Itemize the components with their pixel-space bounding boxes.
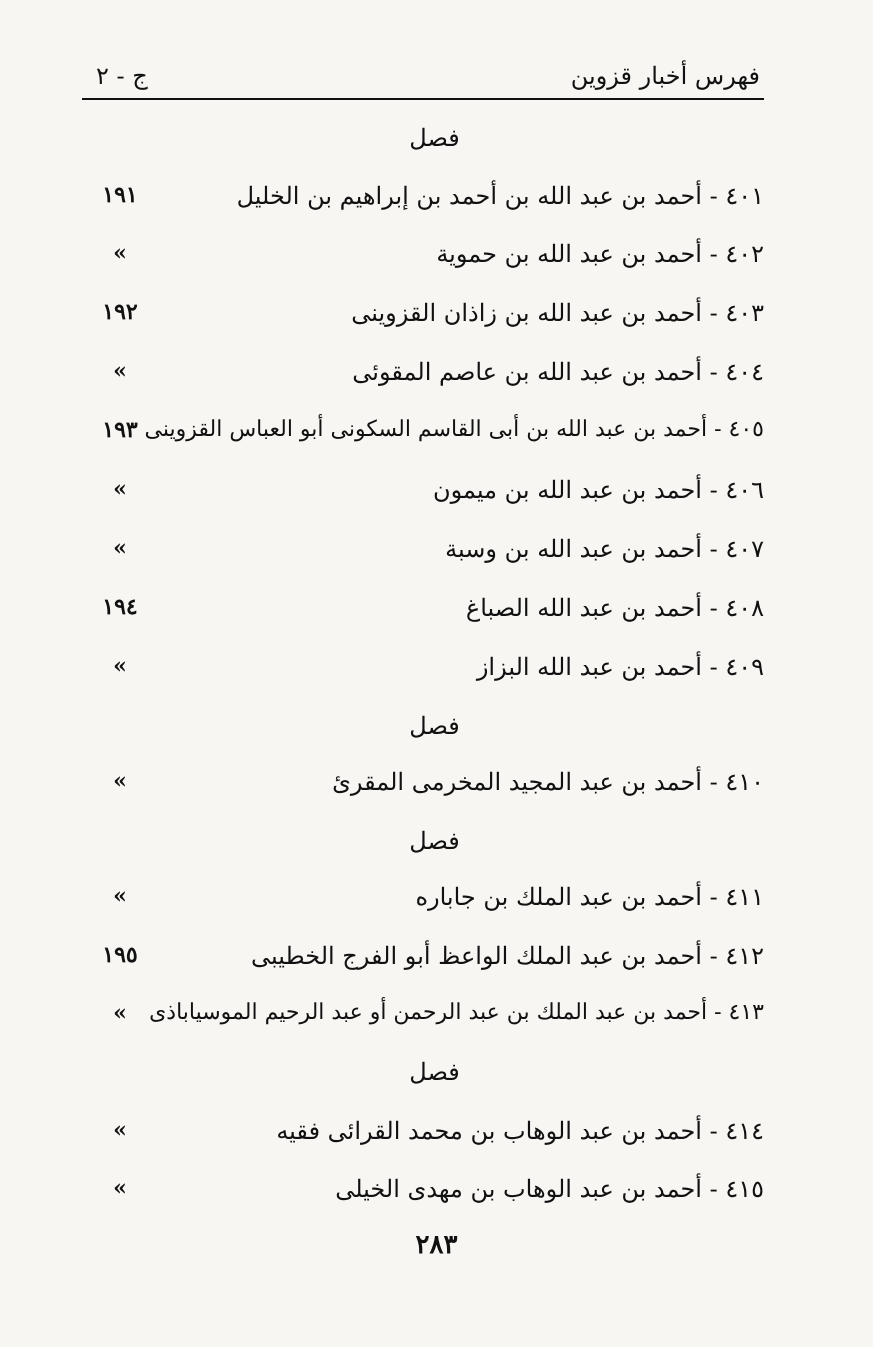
index-entry — [90, 942, 764, 982]
entry-text: ٤٠٧ - أحمد بن عبد الله بن وسبة — [445, 535, 764, 563]
index-entry — [90, 299, 764, 339]
index-entry — [90, 653, 764, 693]
entry-number: ٤٠٦ — [725, 476, 764, 504]
entry-page: » — [113, 1175, 127, 1201]
entry-text: ٤١٢ - أحمد بن عبد الملك الواعظ أبو الفرج الخطيبى — [251, 942, 764, 970]
entry-text: ٤٠٩ - أحمد بن عبد الله البزاز — [476, 653, 764, 681]
entry-number: ٤٠٤ — [725, 358, 764, 386]
entry-name: أحمد بن عبد الله بن وسبة — [445, 535, 702, 563]
entry-number: ٤١٤ — [725, 1117, 764, 1145]
entry-page: » — [113, 476, 127, 502]
entry-name: أحمد بن عبد الوهاب بن محمد القرائى فقيه — [276, 1117, 702, 1145]
entry-name: أحمد بن عبد الله الصباغ — [465, 594, 702, 622]
index-entry — [90, 1000, 764, 1040]
section-heading: فصل — [409, 712, 460, 740]
entry-text: ٤١٠ - أحمد بن عبد المجيد المخرمى المقرئ — [332, 768, 764, 796]
entry-text: ٤١١ - أحمد بن عبد الملك بن جاباره — [415, 883, 764, 911]
entry-name: أحمد بن عبد الله بن أبى القاسم السكونى أبو العباس القزوينى — [144, 417, 708, 442]
entry-number: ٤١٥ — [725, 1175, 764, 1203]
entry-page: ١٩٣ — [102, 417, 138, 443]
entry-text: ٤٠١ - أحمد بن عبد الله بن أحمد بن إبراهيم بن الخليل — [236, 182, 764, 210]
entry-number: ٤٠٨ — [725, 594, 764, 622]
entry-text: ٤٠٥ - أحمد بن عبد الله بن أبى القاسم السكونى أبو العباس القزوينى — [144, 417, 764, 442]
entry-page: » — [113, 1117, 127, 1143]
section-heading: فصل — [409, 124, 460, 152]
entry-page: ١٩٤ — [102, 594, 138, 620]
entry-number: ٤٠٩ — [725, 653, 764, 681]
index-entry — [90, 594, 764, 634]
entry-name: أحمد بن عبد الله بن زاذان القزوينى — [351, 299, 702, 327]
entry-name: أحمد بن عبد الله بن حموية — [436, 240, 702, 268]
entry-page: » — [113, 535, 127, 561]
entry-text: ٤١٤ - أحمد بن عبد الوهاب بن محمد القرائى فقيه — [276, 1117, 764, 1145]
entry-number: ٤١١ — [725, 883, 764, 911]
index-entry — [90, 1175, 764, 1215]
entry-text: ٤٠٤ - أحمد بن عبد الله بن عاصم المقوئى — [352, 358, 764, 386]
entry-page: ١٩٥ — [102, 942, 138, 968]
entry-number: ٤١٢ — [725, 942, 764, 970]
entry-name: أحمد بن عبد الله بن أحمد بن إبراهيم بن الخليل — [236, 182, 702, 210]
entry-name: أحمد بن عبد الله بن ميمون — [432, 476, 702, 504]
entry-text: ٤٠٢ - أحمد بن عبد الله بن حموية — [436, 240, 764, 268]
entry-name: أحمد بن عبد الوهاب بن مهدى الخيلى — [335, 1175, 702, 1203]
index-entry — [90, 768, 764, 808]
entry-page: » — [113, 883, 127, 909]
entry-number: ٤٠٣ — [725, 299, 764, 327]
entry-text: ٤١٣ - أحمد بن عبد الملك بن عبد الرحمن أو عبد الرحيم الموسياباذى — [149, 1000, 764, 1025]
entry-text: ٤٠٦ - أحمد بن عبد الله بن ميمون — [432, 476, 764, 504]
entry-number: ٤٠٥ — [728, 417, 764, 442]
index-entry — [90, 476, 764, 516]
entry-text: ٤١٥ - أحمد بن عبد الوهاب بن مهدى الخيلى — [335, 1175, 764, 1203]
entry-page: » — [113, 768, 127, 794]
section-heading: فصل — [409, 827, 460, 855]
entry-name: أحمد بن عبد الله البزاز — [476, 653, 702, 681]
entry-name: أحمد بن عبد الملك الواعظ أبو الفرج الخطيبى — [251, 942, 702, 970]
entry-name: أحمد بن عبد الملك بن عبد الرحمن أو عبد الرحيم الموسياباذى — [149, 1000, 708, 1025]
index-entry — [90, 417, 764, 457]
entry-number: ٤٠١ — [725, 182, 764, 210]
entry-page: ١٩١ — [102, 182, 138, 208]
entry-name: أحمد بن عبد الله بن عاصم المقوئى — [352, 358, 702, 386]
entry-text: ٤٠٨ - أحمد بن عبد الله الصباغ — [465, 594, 764, 622]
header-title: فهرس أخبار قزوين — [570, 62, 760, 90]
entry-page: » — [113, 1000, 127, 1026]
entry-page: » — [113, 358, 127, 384]
entry-page: ١٩٢ — [102, 299, 138, 325]
index-entry — [90, 1117, 764, 1157]
index-entry — [90, 240, 764, 280]
running-header — [82, 60, 764, 100]
entry-page: » — [113, 240, 127, 266]
entry-number: ٤١٣ — [728, 1000, 764, 1025]
page-number: ٢٨٣ — [415, 1230, 458, 1260]
entry-text: ٤٠٣ - أحمد بن عبد الله بن زاذان القزوينى — [351, 299, 764, 327]
section-heading: فصل — [409, 1058, 460, 1086]
index-entry — [90, 358, 764, 398]
volume-label: ج - ٢ — [96, 62, 148, 90]
entry-name: أحمد بن عبد الملك بن جاباره — [415, 883, 702, 911]
index-entry — [90, 182, 764, 222]
entry-number: ٤٠٧ — [725, 535, 764, 563]
entry-name: أحمد بن عبد المجيد المخرمى المقرئ — [332, 768, 702, 796]
entry-page: » — [113, 653, 127, 679]
index-entry — [90, 883, 764, 923]
index-entry — [90, 535, 764, 575]
entry-number: ٤٠٢ — [725, 240, 764, 268]
entry-number: ٤١٠ — [725, 768, 764, 796]
